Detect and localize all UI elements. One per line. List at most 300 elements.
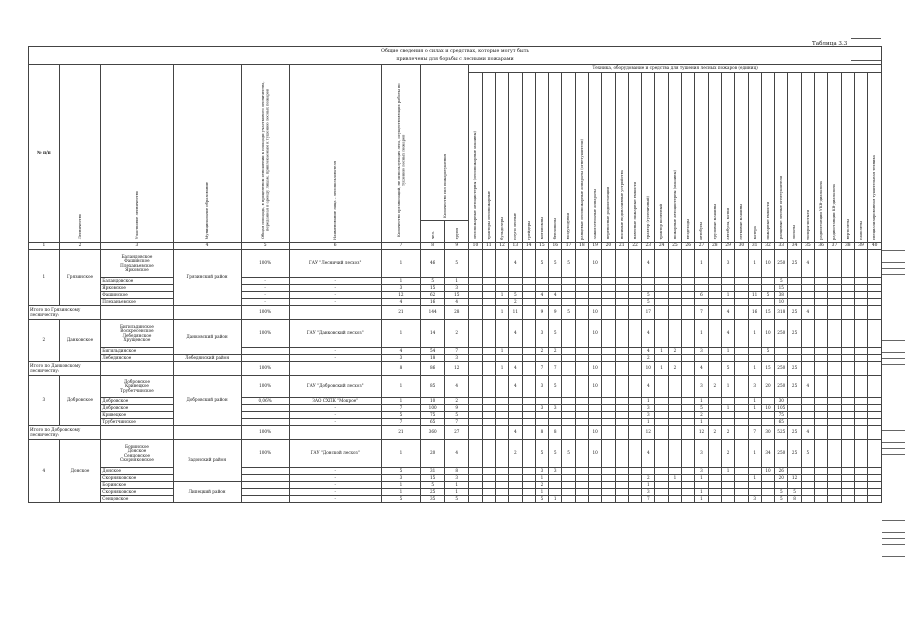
tech-cell: 1 xyxy=(642,482,655,489)
tech-cell xyxy=(854,419,867,426)
tech-cell xyxy=(588,412,601,419)
total-tech-cell xyxy=(801,362,814,376)
tech-cell xyxy=(788,468,801,475)
tech-cell xyxy=(562,278,575,285)
user-name: - xyxy=(289,482,381,489)
column-number: 36 xyxy=(815,243,828,250)
column-number: 32 xyxy=(761,243,774,250)
column-number: 1 xyxy=(29,243,60,250)
tech-cell xyxy=(655,320,668,348)
margin-rule xyxy=(882,532,905,533)
people-count: 62 xyxy=(421,292,445,299)
uchastok-label: Сенцовское xyxy=(102,495,129,501)
tech-cell xyxy=(868,278,882,285)
total-tech-cell: 10 xyxy=(642,362,655,376)
tech-cell xyxy=(588,482,601,489)
tech-cell xyxy=(482,250,495,278)
tech-cell xyxy=(469,496,482,503)
tech-cell xyxy=(748,285,761,292)
tech-cell xyxy=(854,482,867,489)
tech-cell: 1 xyxy=(535,475,548,482)
tech-cell: 5 xyxy=(535,250,548,278)
tech-cell xyxy=(509,489,522,496)
tech-cell xyxy=(801,412,814,419)
tech-cell: 1 xyxy=(721,376,734,398)
header-tech-16 xyxy=(549,73,562,243)
column-number: 12 xyxy=(495,243,508,250)
tech-cell xyxy=(628,398,641,405)
tech-cell xyxy=(788,482,801,489)
column-number: 30 xyxy=(735,243,748,250)
tech-cell xyxy=(655,440,668,468)
tech-cell xyxy=(615,299,628,306)
total-tech-cell: 5 xyxy=(562,306,575,320)
uchastok-label: Фашинское xyxy=(102,291,128,297)
uchastok-label: Донское xyxy=(127,448,147,454)
user-name: - xyxy=(289,405,381,412)
header-tech-label: зажигательные аппараты xyxy=(593,189,597,240)
tech-cell xyxy=(815,419,828,426)
area-percent: 100% xyxy=(241,376,289,398)
tech-cell xyxy=(655,496,668,503)
uchastok-label: Бигильдинское xyxy=(119,323,154,329)
total-tech-cell xyxy=(522,362,535,376)
tech-cell xyxy=(735,468,748,475)
tech-cell xyxy=(575,482,588,489)
total-tech-cell: 5 xyxy=(721,362,734,376)
table-row xyxy=(29,376,882,398)
tech-cell xyxy=(495,299,508,306)
tech-cell xyxy=(788,419,801,426)
header-tech-label: радиостанции КВ-диапазона xyxy=(832,183,837,240)
tech-cell xyxy=(642,278,655,285)
tech-cell xyxy=(495,355,508,362)
tech-cell xyxy=(615,482,628,489)
tech-cell xyxy=(868,320,882,348)
user-name: ГАУ "Данковский лесхоз" xyxy=(289,320,381,348)
tech-cell xyxy=(562,412,575,419)
tech-cell xyxy=(761,475,774,482)
header-tech-label: лопаты xyxy=(792,225,797,240)
tech-cell xyxy=(562,355,575,362)
org-count: 5 xyxy=(381,468,420,475)
area-percent: - xyxy=(241,299,289,306)
tech-cell xyxy=(828,489,841,496)
header-tech-label: носимые водоналивные устройства xyxy=(619,170,624,240)
tech-cell: 5 xyxy=(509,292,522,299)
header-tech-36 xyxy=(815,73,828,243)
total-empty xyxy=(173,362,241,376)
tech-cell xyxy=(602,355,615,362)
tech-cell xyxy=(602,496,615,503)
table-row xyxy=(29,320,882,348)
group-count: 1 xyxy=(445,278,469,285)
table-row xyxy=(29,482,882,489)
tech-cell xyxy=(775,482,788,489)
table-row xyxy=(29,405,882,412)
header-tech-10 xyxy=(469,73,482,243)
tech-cell xyxy=(522,376,535,398)
tech-cell xyxy=(655,419,668,426)
uchastok-label: Хрущевское xyxy=(123,336,151,342)
user-name: ГАУ "Донской лесхоз" xyxy=(289,440,381,468)
tech-cell xyxy=(721,482,734,489)
people-count: 5 xyxy=(421,482,445,489)
total-tech-cell xyxy=(841,362,854,376)
tech-cell xyxy=(815,405,828,412)
tech-cell xyxy=(841,348,854,355)
tech-cell xyxy=(602,489,615,496)
tech-cell xyxy=(748,468,761,475)
tech-cell: 4 xyxy=(721,320,734,348)
tech-cell xyxy=(615,320,628,348)
tech-cell xyxy=(868,412,882,419)
tech-cell xyxy=(854,496,867,503)
tech-cell xyxy=(562,376,575,398)
table-row xyxy=(29,489,882,496)
table-title-line-1: Общие сведения о силах и средствах, которые могут быть xyxy=(29,47,882,56)
uchastok-label: Боринское xyxy=(102,481,127,487)
tech-cell: 5 xyxy=(549,376,562,398)
tech-cell: 26 xyxy=(775,468,788,475)
people-count: 46 xyxy=(421,250,445,278)
tech-cell xyxy=(854,355,867,362)
tech-cell xyxy=(735,285,748,292)
total-tech-cell xyxy=(854,362,867,376)
tech-cell xyxy=(668,419,681,426)
tech-cell xyxy=(788,398,801,405)
tech-cell xyxy=(841,496,854,503)
column-number: 18 xyxy=(575,243,588,250)
header-c4 xyxy=(173,65,241,243)
total-tech-cell: 7 xyxy=(695,306,708,320)
total-tech-cell xyxy=(469,426,482,440)
total-tech-cell: 9 xyxy=(549,306,562,320)
tech-cell: 25 xyxy=(788,250,801,278)
tech-cell xyxy=(549,299,562,306)
column-number: 7 xyxy=(381,243,420,250)
group-count: 4 xyxy=(445,376,469,398)
tech-cell xyxy=(735,278,748,285)
total-tech-cell: 25 xyxy=(788,306,801,320)
tech-cell xyxy=(815,489,828,496)
tech-cell xyxy=(628,355,641,362)
tech-cell xyxy=(868,468,882,475)
tech-cell: 2 xyxy=(549,348,562,355)
header-tech-17 xyxy=(562,73,575,243)
tech-cell xyxy=(628,299,641,306)
column-number: 4 xyxy=(173,243,241,250)
margin-rule xyxy=(882,448,905,449)
column-number: 24 xyxy=(655,243,668,250)
tech-cell: 5 xyxy=(642,292,655,299)
table-row xyxy=(29,440,882,468)
tech-cell xyxy=(628,482,641,489)
tech-cell xyxy=(615,355,628,362)
tech-cell: 5 xyxy=(761,292,774,299)
header-row xyxy=(29,65,882,73)
total-row xyxy=(29,426,882,440)
tech-cell xyxy=(602,376,615,398)
tech-cell xyxy=(509,285,522,292)
org-count: 1 xyxy=(381,482,420,489)
tech-cell xyxy=(509,496,522,503)
header-tech-label: самолеты xyxy=(858,220,863,240)
tech-cell xyxy=(655,489,668,496)
tech-cell: 10 xyxy=(588,250,601,278)
total-tech-cell: 9 xyxy=(535,306,548,320)
tech-cell xyxy=(655,475,668,482)
org-count: 4 xyxy=(381,348,420,355)
tech-cell xyxy=(682,292,695,299)
tech-cell xyxy=(868,376,882,398)
tech-cell xyxy=(495,489,508,496)
tech-cell xyxy=(815,482,828,489)
side-rule xyxy=(851,38,881,39)
column-number: 21 xyxy=(615,243,628,250)
tech-cell: 38 xyxy=(775,292,788,299)
total-tech-cell xyxy=(854,426,867,440)
uchastok-label: Добровское xyxy=(123,378,150,384)
tech-cell xyxy=(602,412,615,419)
tech-cell: 10 xyxy=(775,299,788,306)
tech-cell xyxy=(469,405,482,412)
tech-cell xyxy=(682,299,695,306)
tech-cell: 5 xyxy=(562,440,575,468)
table-row xyxy=(29,475,882,482)
user-name: ГАУ "Лесничий лесхоз" xyxy=(289,250,381,278)
uchastok-name xyxy=(101,285,173,292)
tech-cell xyxy=(588,475,601,482)
group-count: 1 xyxy=(445,489,469,496)
tech-cell xyxy=(695,482,708,489)
tech-cell xyxy=(801,292,814,299)
tech-cell xyxy=(854,376,867,398)
header-tech-label: переносные радиостанции xyxy=(606,187,611,240)
tech-cell xyxy=(495,419,508,426)
column-number: 38 xyxy=(841,243,854,250)
tech-cell xyxy=(575,412,588,419)
header-c6 xyxy=(289,65,381,243)
tech-cell xyxy=(815,278,828,285)
tech-cell xyxy=(482,440,495,468)
tech-cell xyxy=(815,412,828,419)
tech-cell xyxy=(668,250,681,278)
people-count: 14 xyxy=(421,320,445,348)
tech-cell xyxy=(469,475,482,482)
tech-cell xyxy=(682,320,695,348)
tech-cell: 105 xyxy=(775,405,788,412)
uchastok-label: Добровское xyxy=(102,404,129,410)
tech-cell xyxy=(522,348,535,355)
header-tech-24 xyxy=(655,73,668,243)
group-count: 9 xyxy=(445,405,469,412)
tech-cell xyxy=(562,482,575,489)
area-percent xyxy=(241,482,289,489)
tech-cell xyxy=(509,355,522,362)
org-count: 3 xyxy=(381,285,420,292)
tech-cell xyxy=(815,496,828,503)
tech-cell xyxy=(828,355,841,362)
tech-cell xyxy=(695,285,708,292)
tech-cell xyxy=(509,482,522,489)
total-empty xyxy=(101,426,173,440)
tech-cell xyxy=(828,412,841,419)
header-tech-15 xyxy=(535,73,548,243)
total-tech-cell: 8 xyxy=(535,426,548,440)
group-count: 2 xyxy=(445,320,469,348)
tech-cell xyxy=(522,496,535,503)
tech-cell xyxy=(469,419,482,426)
tech-cell xyxy=(721,398,734,405)
tech-cell: 250 xyxy=(775,250,788,278)
tech-cell xyxy=(522,250,535,278)
people-count: 20 xyxy=(421,440,445,468)
total-tech-cell xyxy=(602,426,615,440)
area-percent xyxy=(241,419,289,426)
people-count: 15 xyxy=(421,475,445,482)
total-tech-cell xyxy=(682,306,695,320)
tech-cell xyxy=(668,285,681,292)
tech-cell: 1 xyxy=(721,405,734,412)
tech-cell xyxy=(469,468,482,475)
tech-cell xyxy=(482,398,495,405)
tech-cell: 1 xyxy=(721,348,734,355)
header-tech-33 xyxy=(775,73,788,243)
area-percent: 100% xyxy=(241,440,289,468)
group-count: 5 xyxy=(445,412,469,419)
uchastok-label: Ярковское xyxy=(102,284,126,290)
uchastok-label: Баландовское xyxy=(121,253,153,259)
column-number: 15 xyxy=(535,243,548,250)
total-tech-cell xyxy=(868,306,882,320)
tech-cell: 3 xyxy=(535,405,548,412)
tech-cell xyxy=(668,278,681,285)
tech-cell: 1 xyxy=(695,489,708,496)
column-number: 28 xyxy=(708,243,721,250)
row-number: 2 xyxy=(29,320,60,362)
table-row xyxy=(29,468,882,475)
tech-cell xyxy=(655,398,668,405)
tech-cell xyxy=(588,348,601,355)
total-tech-cell xyxy=(668,306,681,320)
tech-cell xyxy=(602,299,615,306)
tech-cell: 5 xyxy=(775,489,788,496)
tech-cell xyxy=(801,320,814,348)
tech-cell xyxy=(509,398,522,405)
people-count: 16 xyxy=(421,299,445,306)
uchastok-name xyxy=(101,468,173,475)
tech-cell xyxy=(655,355,668,362)
tech-cell xyxy=(575,468,588,475)
tech-cell: 1 xyxy=(695,398,708,405)
total-tech-cell xyxy=(575,426,588,440)
tech-cell xyxy=(695,355,708,362)
tech-cell xyxy=(575,320,588,348)
tech-cell xyxy=(522,440,535,468)
column-number: 10 xyxy=(469,243,482,250)
tech-cell xyxy=(588,419,601,426)
tech-cell: 3 xyxy=(695,348,708,355)
tech-cell xyxy=(815,292,828,299)
column-number: 33 xyxy=(775,243,788,250)
tech-cell xyxy=(549,278,562,285)
tech-cell xyxy=(588,299,601,306)
tech-cell xyxy=(682,355,695,362)
user-name: - xyxy=(289,419,381,426)
tech-cell: 10 xyxy=(588,440,601,468)
header-tech-38 xyxy=(841,73,854,243)
column-number: 5 xyxy=(241,243,289,250)
tech-cell xyxy=(575,292,588,299)
tech-cell xyxy=(469,355,482,362)
org-count: 7 xyxy=(381,405,420,412)
tech-cell xyxy=(469,320,482,348)
total-row xyxy=(29,306,882,320)
tech-cell xyxy=(735,440,748,468)
tech-cell xyxy=(841,489,854,496)
tech-cell xyxy=(549,475,562,482)
total-tech-cell: 17 xyxy=(642,306,655,320)
tech-cell xyxy=(682,285,695,292)
tech-cell xyxy=(788,412,801,419)
column-number-row xyxy=(29,243,882,250)
header-tech-label: тракторы лесопожарные xyxy=(486,190,491,240)
tech-cell: 1 xyxy=(721,468,734,475)
tech-cell: 2 xyxy=(695,412,708,419)
tech-cell xyxy=(469,278,482,285)
header-c4-label: Муниципальное образование xyxy=(204,182,209,240)
tech-cell xyxy=(708,468,721,475)
area-percent: 0,06% xyxy=(241,398,289,405)
header-c9 xyxy=(445,221,469,243)
tech-cell xyxy=(708,475,721,482)
group-count: 4 xyxy=(445,299,469,306)
tech-cell xyxy=(735,299,748,306)
uchastok-label: Лебедянское xyxy=(102,354,132,360)
tech-cell xyxy=(735,292,748,299)
total-tech-cell: 7 xyxy=(549,362,562,376)
total-tech-cell xyxy=(615,426,628,440)
tech-cell xyxy=(495,482,508,489)
header-tech-19 xyxy=(588,73,601,243)
tech-cell xyxy=(868,285,882,292)
tech-cell xyxy=(761,489,774,496)
tech-cell xyxy=(868,489,882,496)
header-tech-label: катера xyxy=(752,226,757,240)
column-number: 9 xyxy=(445,243,469,250)
tech-cell xyxy=(682,376,695,398)
tech-cell xyxy=(721,419,734,426)
tech-cell xyxy=(815,468,828,475)
area-percent xyxy=(241,355,289,362)
uchastok-label: Кривецкое xyxy=(102,411,127,417)
tech-cell: 2 xyxy=(642,475,655,482)
lesnichestvo-name: Грязинское xyxy=(59,250,101,306)
user-name: - xyxy=(289,496,381,503)
tech-cell xyxy=(642,468,655,475)
tech-cell xyxy=(854,398,867,405)
tech-cell xyxy=(748,489,761,496)
tech-cell: 1 xyxy=(748,440,761,468)
header-tech-30 xyxy=(735,73,748,243)
tech-cell xyxy=(615,250,628,278)
total-tech-cell xyxy=(682,426,695,440)
tech-cell xyxy=(854,412,867,419)
tech-cell xyxy=(721,278,734,285)
tech-cell xyxy=(469,482,482,489)
column-number: 11 xyxy=(482,243,495,250)
